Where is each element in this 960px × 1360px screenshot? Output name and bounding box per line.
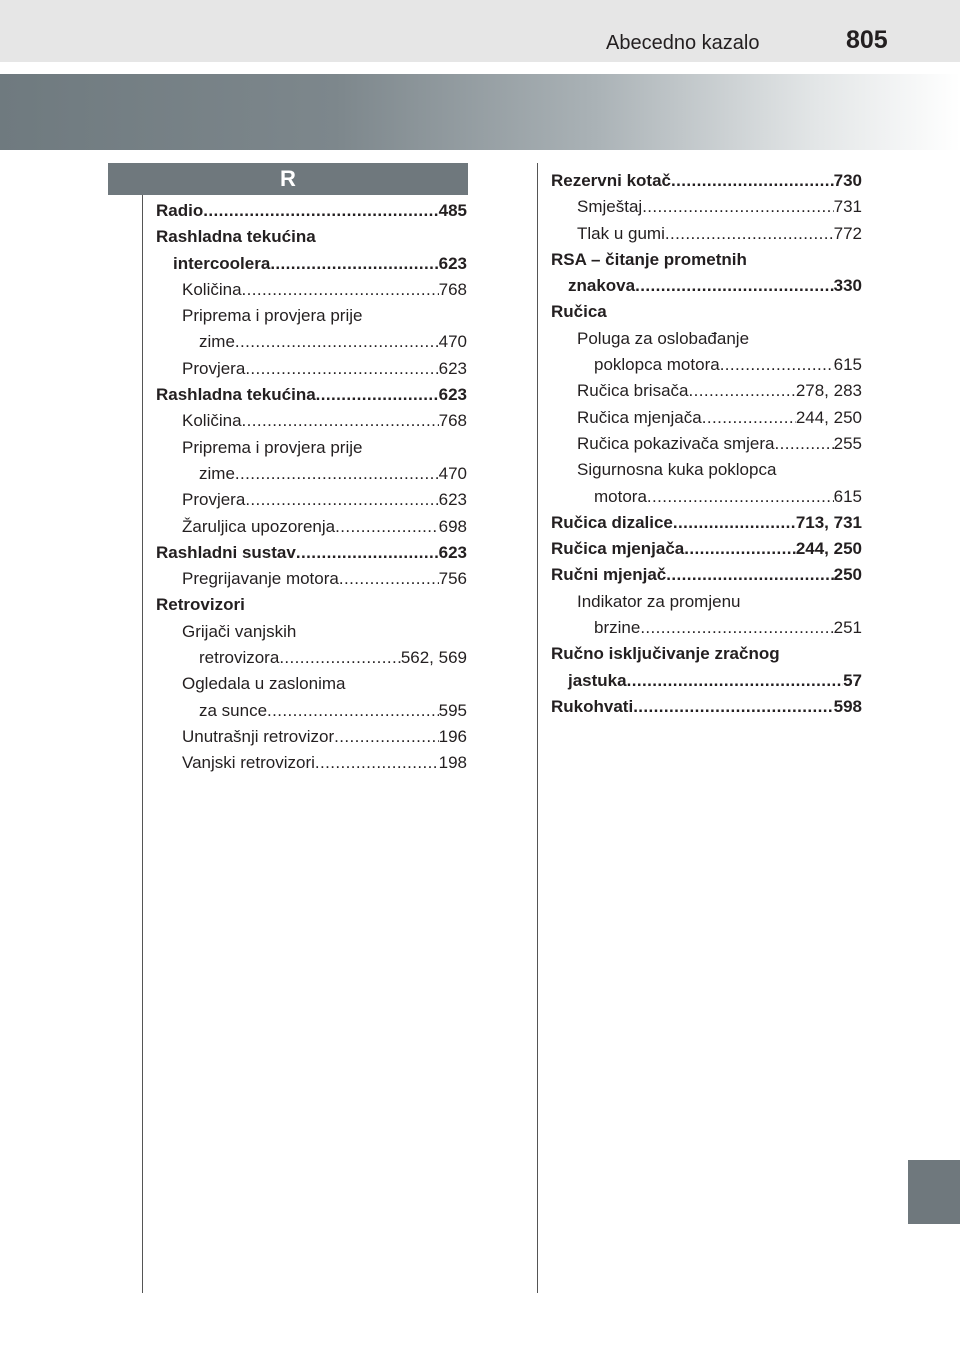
dot-leader — [647, 484, 834, 510]
index-entry-label: intercoolera — [173, 253, 271, 273]
index-entry-page: 598 — [833, 696, 862, 716]
index-entry-label: zime — [199, 332, 235, 352]
index-entry — [551, 641, 862, 667]
dot-leader — [673, 510, 796, 536]
index-entry — [156, 487, 467, 513]
index-entry-label: Količina — [182, 279, 242, 299]
index-entry-page: 196 — [438, 726, 467, 746]
dot-leader — [689, 378, 796, 404]
index-entry — [156, 540, 467, 566]
index-entry-page: 615 — [833, 486, 862, 506]
chapter-tab-marker — [908, 1160, 960, 1224]
index-entry-label: jastuka — [568, 670, 627, 690]
index-entry-page: 731 — [833, 197, 862, 217]
index-entry — [156, 435, 467, 461]
dot-leader — [242, 408, 439, 434]
dot-leader — [720, 352, 834, 378]
index-entry — [551, 615, 862, 641]
index-entry — [551, 431, 862, 457]
index-entry — [551, 562, 862, 588]
index-entry-page: 57 — [843, 670, 862, 690]
index-entry — [156, 698, 467, 724]
index-entry-label: Vanjski retrovizori — [182, 753, 315, 773]
index-entry — [156, 408, 467, 434]
index-entry — [156, 619, 467, 645]
index-entry — [156, 356, 467, 382]
index-entry-label: Provjera — [182, 490, 246, 510]
index-entry — [551, 484, 862, 510]
dot-leader — [774, 431, 833, 457]
page-number: 805 — [846, 26, 888, 54]
index-entry-label: poklopca motora — [594, 355, 720, 375]
left-column-rule — [142, 195, 143, 1293]
index-column-right — [551, 168, 862, 720]
header-strip — [0, 0, 960, 62]
center-column-rule — [537, 163, 538, 1293]
dot-leader — [235, 461, 439, 487]
index-entry — [551, 536, 862, 562]
dot-leader — [316, 382, 439, 408]
index-entry — [551, 299, 862, 325]
index-entry-page: 756 — [438, 569, 467, 589]
index-entry-label: Grijači vanjskih — [182, 621, 297, 641]
index-entry-label: Količina — [182, 411, 242, 431]
index-entry-label: brzine — [594, 618, 641, 638]
index-entry-label: Pregrijavanje motora — [182, 569, 339, 589]
index-entry-label: znakova — [568, 276, 636, 296]
index-entry — [551, 352, 862, 378]
index-entry-page: 623 — [438, 358, 467, 378]
index-entry — [551, 694, 862, 720]
index-entry-label: Tlak u gumi — [577, 223, 665, 243]
dot-leader — [235, 329, 439, 355]
index-entry-label: Ogledala u zaslonima — [182, 674, 346, 694]
index-entry — [551, 405, 862, 431]
index-entry-label: zime — [199, 463, 235, 483]
index-entry-label: Ručica dizalice — [551, 512, 673, 532]
index-entry — [156, 514, 467, 540]
index-entry — [551, 510, 862, 536]
index-entry-page: 623 — [438, 490, 467, 510]
index-entry-page: 470 — [438, 463, 467, 483]
dot-leader — [203, 198, 438, 224]
index-entry-label: Priprema i provjera prije — [182, 306, 363, 326]
index-entry — [156, 592, 467, 618]
letter-heading: R — [108, 163, 468, 195]
index-entry-page: 470 — [438, 332, 467, 352]
section-title: Abecedno kazalo — [606, 32, 760, 54]
index-entry-page: 730 — [833, 171, 862, 190]
index-entry-label: Ručica pokazivača smjera — [577, 433, 775, 453]
dot-leader — [635, 273, 834, 299]
index-entry — [156, 251, 467, 277]
index-entry-page: 198 — [438, 753, 467, 773]
index-entry — [551, 273, 862, 299]
index-entry-page: 330 — [833, 276, 862, 296]
index-entry — [551, 194, 862, 220]
dot-leader — [666, 562, 833, 588]
index-entry-label: Ručica mjenjača — [551, 539, 685, 559]
index-entry-label: Poluga za oslobađanje — [577, 328, 750, 348]
index-entry-page: 768 — [438, 411, 467, 431]
index-entry-label: Ručica — [551, 302, 607, 322]
index-entry-page: 278, 283 — [795, 381, 862, 401]
dot-leader — [684, 536, 796, 562]
index-entry — [156, 750, 467, 776]
index-entry — [156, 566, 467, 592]
index-entry-label: za sunce — [199, 700, 268, 720]
index-entry-label: Ručica mjenjača — [577, 407, 702, 427]
index-entry-page: 615 — [833, 355, 862, 375]
index-entry-label: Rashladna tekućina — [156, 385, 316, 405]
dot-leader — [315, 750, 439, 776]
index-entry — [156, 382, 467, 408]
index-entry-label: Ručica brisača — [577, 381, 689, 401]
index-entry-page: 623 — [438, 385, 467, 405]
index-entry — [156, 277, 467, 303]
dot-leader — [334, 724, 439, 750]
index-entry-page: 251 — [833, 618, 862, 638]
index-entry-label: RSA – čitanje prometnih — [551, 249, 747, 269]
index-entry — [551, 168, 862, 194]
index-entry-page: 562, 569 — [400, 648, 467, 668]
index-entry-label: Smještaj — [577, 197, 643, 217]
index-column-left — [156, 198, 467, 777]
index-entry — [551, 668, 862, 694]
index-entry-page: 250 — [833, 565, 862, 585]
index-entry — [551, 589, 862, 615]
index-entry-label: Ručno isključivanje zračnog — [551, 644, 780, 664]
dot-leader — [270, 251, 438, 277]
index-entry-page: 623 — [438, 253, 467, 273]
dot-leader — [627, 668, 843, 694]
index-entry — [551, 247, 862, 273]
index-entry — [156, 724, 467, 750]
index-entry-page: 772 — [833, 223, 862, 243]
dot-leader — [633, 694, 833, 720]
index-entry-page: 713, 731 — [795, 512, 862, 532]
index-entry-label: Unutrašnji retrovizor — [182, 726, 335, 746]
dot-leader — [242, 277, 439, 303]
index-entry — [156, 303, 467, 329]
dot-leader — [640, 615, 833, 641]
index-entry-label: Priprema i provjera prije — [182, 437, 363, 457]
index-entry — [551, 457, 862, 483]
dot-leader — [335, 514, 439, 540]
index-entry-label: Retrovizori — [156, 595, 245, 615]
index-entry — [156, 645, 467, 671]
index-entry-label: Rezervni kotač — [551, 171, 671, 190]
index-entry-label: Sigurnosna kuka poklopca — [577, 460, 777, 480]
dot-leader — [245, 356, 438, 382]
index-entry — [551, 221, 862, 247]
index-entry-page: 244, 250 — [795, 539, 862, 559]
index-entry-page: 768 — [438, 279, 467, 299]
index-entry-page: 623 — [438, 542, 467, 562]
index-entry-page: 595 — [438, 700, 467, 720]
index-entry-label: Radio — [156, 201, 204, 220]
index-entry — [156, 671, 467, 697]
dot-leader — [702, 405, 796, 431]
index-entry-label: Indikator za promjenu — [577, 591, 741, 611]
index-entry — [156, 224, 467, 250]
dot-leader — [245, 487, 438, 513]
index-entry-label: motora — [594, 486, 647, 506]
index-entry — [156, 461, 467, 487]
index-entry — [551, 326, 862, 352]
index-entry-label: Rukohvati — [551, 696, 634, 716]
index-entry-label: retrovizora — [199, 648, 280, 668]
dot-leader — [296, 540, 439, 566]
index-entry — [156, 329, 467, 355]
header-banner — [0, 74, 960, 150]
index-entry — [156, 198, 467, 224]
index-entry-page: 255 — [833, 433, 862, 453]
dot-leader — [671, 168, 834, 194]
index-entry-label: Ručni mjenjač — [551, 565, 667, 585]
index-entry-page: 244, 250 — [795, 407, 862, 427]
dot-leader — [267, 698, 439, 724]
index-entry-label: Provjera — [182, 358, 246, 378]
index-entry-label: Rashladni sustav — [156, 542, 296, 562]
dot-leader — [279, 645, 401, 671]
index-entry — [551, 378, 862, 404]
dot-leader — [339, 566, 439, 592]
dot-leader — [642, 194, 833, 220]
index-entry-label: Rashladna tekućina — [156, 227, 316, 247]
index-entry-label: Žaruljica upozorenja — [182, 516, 336, 536]
dot-leader — [665, 221, 834, 247]
index-entry-page: 698 — [438, 516, 467, 536]
index-entry-page: 485 — [438, 201, 467, 220]
